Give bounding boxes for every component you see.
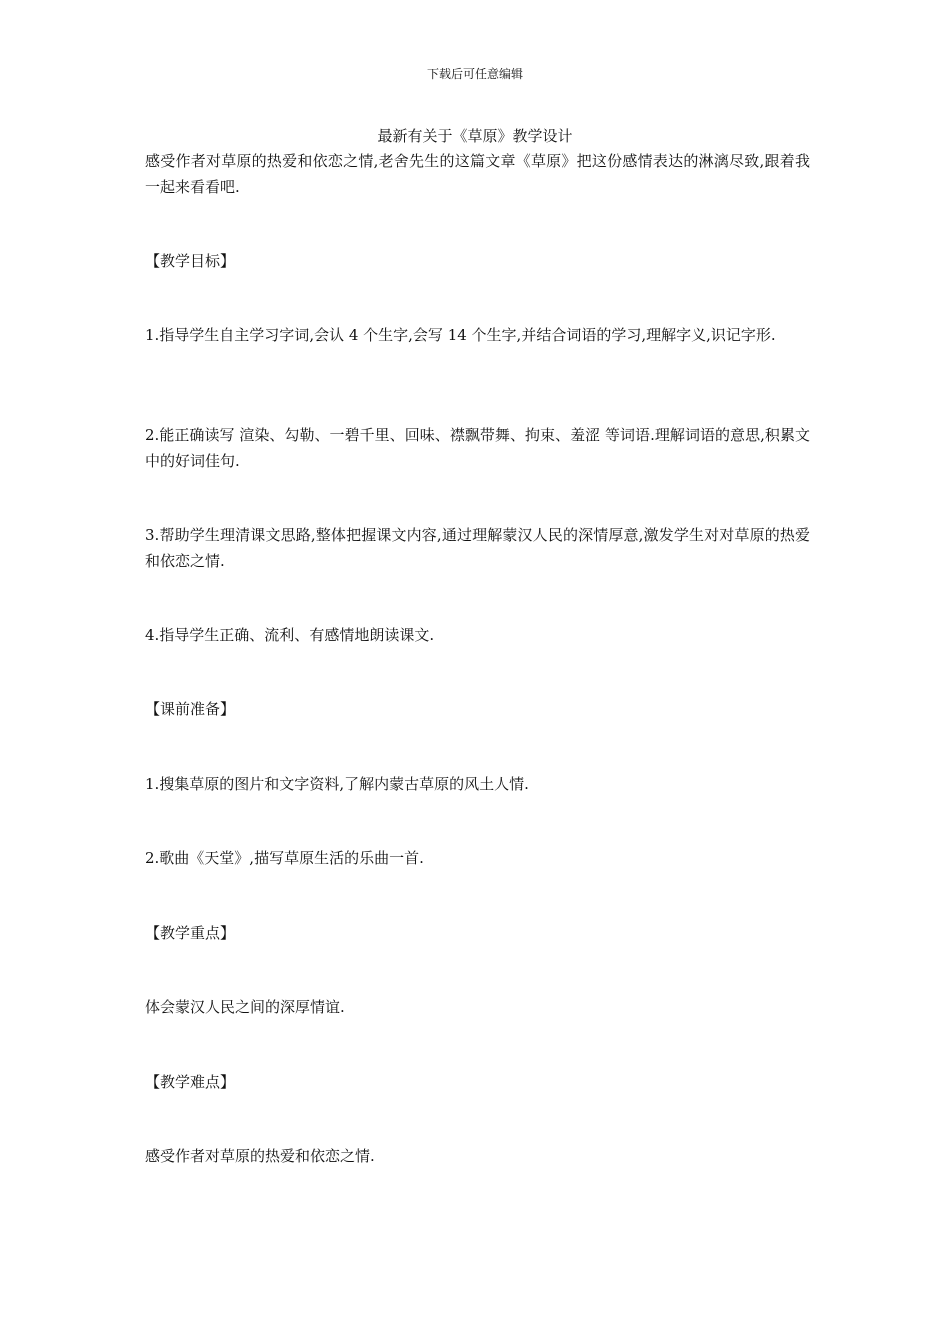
objective-item-2: 2.能正确读写 渲染、勾勒、一碧千里、回味、襟飘带舞、拘束、羞涩 等词语.理解词语的意思,积累文中的好词佳句.	[145, 426, 810, 470]
difficulty-heading: 【教学难点】	[145, 1073, 236, 1091]
objective-item-3: 3.帮助学生理清课文思路,整体把握课文内容,通过理解蒙汉人民的深情厚意,激发学生对对草原的热爱和依恋之情.	[145, 526, 810, 570]
keypoint-heading: 【教学重点】	[145, 924, 236, 942]
difficulty-text: 感受作者对草原的热爱和依恋之情.	[145, 1147, 375, 1165]
intro-paragraph: 感受作者对草原的热爱和依恋之情,老舍先生的这篇文章《草原》把这份感情表达的淋漓尽致,跟着我一起来看看吧.	[145, 152, 810, 196]
keypoint-text: 体会蒙汉人民之间的深厚情谊.	[145, 998, 345, 1016]
objective-item-1: 1.指导学生自主学习字词,会认 4 个生字,会写 14 个生字,并结合词语的学习,理解字义,识记字形.	[145, 326, 776, 344]
preparation-heading: 【课前准备】	[145, 700, 236, 718]
objectives-heading: 【教学目标】	[145, 252, 236, 270]
preparation-item-1: 1.搜集草原的图片和文字资料,了解内蒙古草原的风土人情.	[145, 775, 529, 793]
document-title: 最新有关于《草原》教学设计	[377, 127, 573, 145]
objective-item-4: 4.指导学生正确、流利、有感情地朗读课文.	[145, 626, 435, 644]
page-header: 下载后可任意编辑	[426, 67, 523, 81]
preparation-item-2: 2.歌曲《天堂》,描写草原生活的乐曲一首.	[145, 849, 424, 867]
